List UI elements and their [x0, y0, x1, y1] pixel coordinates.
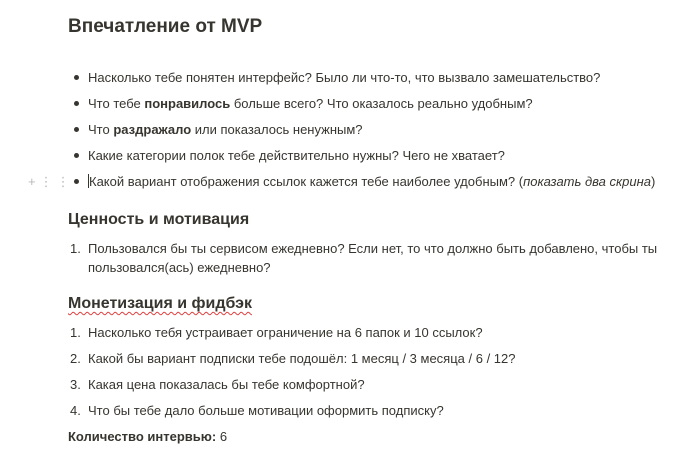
item-text: Насколько тебя устраивает ограничение на 6 папок и 10 ссылок? — [88, 325, 483, 340]
item-text: Какой бы вариант подписки тебе подошёл: 1 месяц / 3 месяца / 6 / 12? — [88, 351, 516, 366]
list-item-active[interactable] — [28, 172, 688, 191]
monetization-list — [68, 323, 688, 420]
add-block-icon[interactable]: + — [28, 174, 40, 189]
bullet-text: Какие категории полок тебе действительно нужны? Чего не хватает? — [88, 148, 505, 163]
interview-count[interactable] — [68, 427, 688, 446]
list-item[interactable] — [68, 68, 688, 87]
list-item[interactable] — [68, 146, 688, 165]
item-number: 4. — [70, 403, 81, 418]
impressions-list — [28, 68, 688, 191]
item-number: 3. — [70, 377, 81, 392]
bullet-text: Что тебе — [88, 96, 145, 111]
value-list — [68, 239, 688, 277]
list-item[interactable] — [68, 94, 688, 113]
block-handle[interactable] — [28, 172, 74, 191]
section-heading-monetization[interactable] — [68, 293, 688, 315]
bullet-text-tail: больше всего? Что оказалось реально удобным? — [230, 96, 533, 111]
document-page — [28, 14, 688, 459]
heading-text: Монетизация и фидбэк — [68, 295, 253, 312]
item-text: Какая цена показалась бы тебе комфортной? — [88, 377, 365, 392]
list-item[interactable] — [68, 375, 688, 394]
item-number: 1. — [70, 241, 81, 256]
item-number: 1. — [70, 325, 81, 340]
bullet-text: Что — [88, 122, 114, 137]
item-number: 2. — [70, 351, 81, 366]
bullet-text: Какой вариант отображения ссылок кажется тебе наиболее удобным? ( — [89, 174, 524, 189]
list-item[interactable] — [68, 401, 688, 420]
bullet-italic-text: показать два скрина — [523, 174, 651, 189]
bullet-text-tail: или показалось ненужным? — [191, 122, 363, 137]
bullet-bold-text: раздражало — [113, 122, 192, 137]
page-title[interactable]: Впечатление от MVP — [68, 16, 263, 37]
bullet-text: Насколько тебе понятен интерфейс? Было ли что-то, что вызвало замешательство? — [88, 70, 601, 85]
interview-count-label: Количество интервью: — [68, 429, 217, 444]
interview-count-value: 6 — [219, 429, 228, 444]
list-item[interactable] — [68, 120, 688, 139]
item-text: Пользовался бы ты сервисом ежедневно? Если нет, то что должно быть добавлено, чтобы ты пользовался(ась) ежедневно? — [88, 241, 658, 275]
item-text: Что бы тебе дало больше мотивации оформить подписку? — [88, 403, 444, 418]
list-item[interactable] — [68, 239, 688, 277]
bullet-text-end: ) — [650, 174, 656, 189]
drag-handle-icon[interactable]: ⋮⋮ — [39, 174, 74, 189]
list-item[interactable] — [68, 349, 688, 368]
bullet-bold-text: понравилось — [144, 96, 231, 111]
section-heading-value[interactable]: Ценность и мотивация — [68, 211, 250, 228]
list-item[interactable] — [68, 323, 688, 342]
